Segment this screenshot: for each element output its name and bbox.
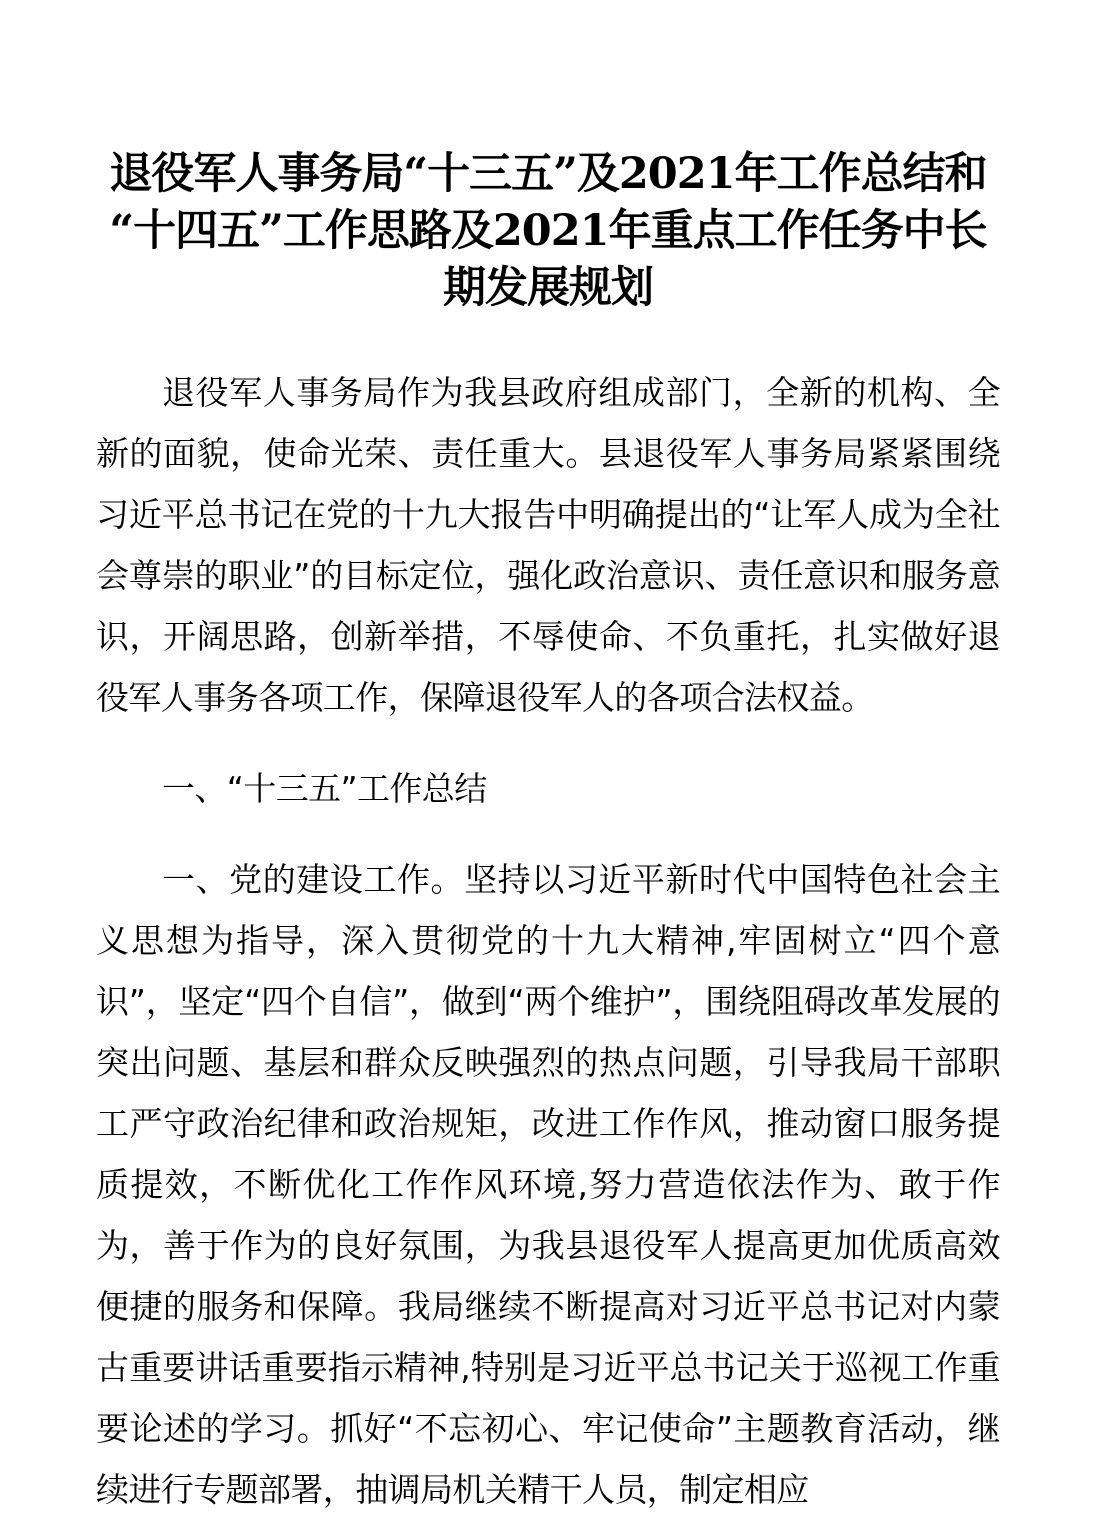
document-page	[96, 146, 1000, 1520]
title-line-1: 退役军人事务局“十三五”及2021年工作总结和	[109, 149, 987, 199]
intro-paragraph: 退役军人事务局作为我县政府组成部门，全新的机构、全新的面貌，使命光荣、责任重大。县退役军人事务局紧紧围绕习近平总书记在党的十九大报告中明确提出的“让军人成为全社会尊崇的职业”的目标定位，强化政治意识、责任意识和服务意识，开阔思路，创新举措，不辱使命、不负重托，扎实做好退役军人事务各项工作，保障退役军人的各项合法权益。	[96, 373, 1000, 717]
party-building-paragraph: 一、党的建设工作。坚持以习近平新时代中国特色社会主义思想为指导，深入贯彻党的十九大精神,牢固树立“四个意识”，坚定“四个自信”，做到“两个维护”，围绕阻碍改革发展的突出问题、基层和群众反映强烈的热点问题，引导我局干部职工严守政治纪律和政治规矩，改进工作作风，推动窗口服务提质提效，不断优化工作作风环境,努力营造依法作为、敢于作为，善于作为的良好氛围，为我县退役军人提高更加优质高效便捷的服务和保障。我局继续不断提高对习近平总书记对内蒙古重要讲话重要指示精神,特别是习近平总书记关于巡视工作重要论述的学习。抓好“不忘初心、牢记使命”主题教育活动，继续进行专题部署，抽调局机关精干人员，制定相应	[96, 860, 1000, 1509]
document-title	[96, 146, 1000, 317]
section-heading: 一、“十三五”工作总结	[162, 769, 487, 808]
title-line-3: 期发展规划	[443, 263, 653, 313]
title-line-2: “十四五”工作思路及2021年重点工作任务中长	[109, 206, 987, 256]
